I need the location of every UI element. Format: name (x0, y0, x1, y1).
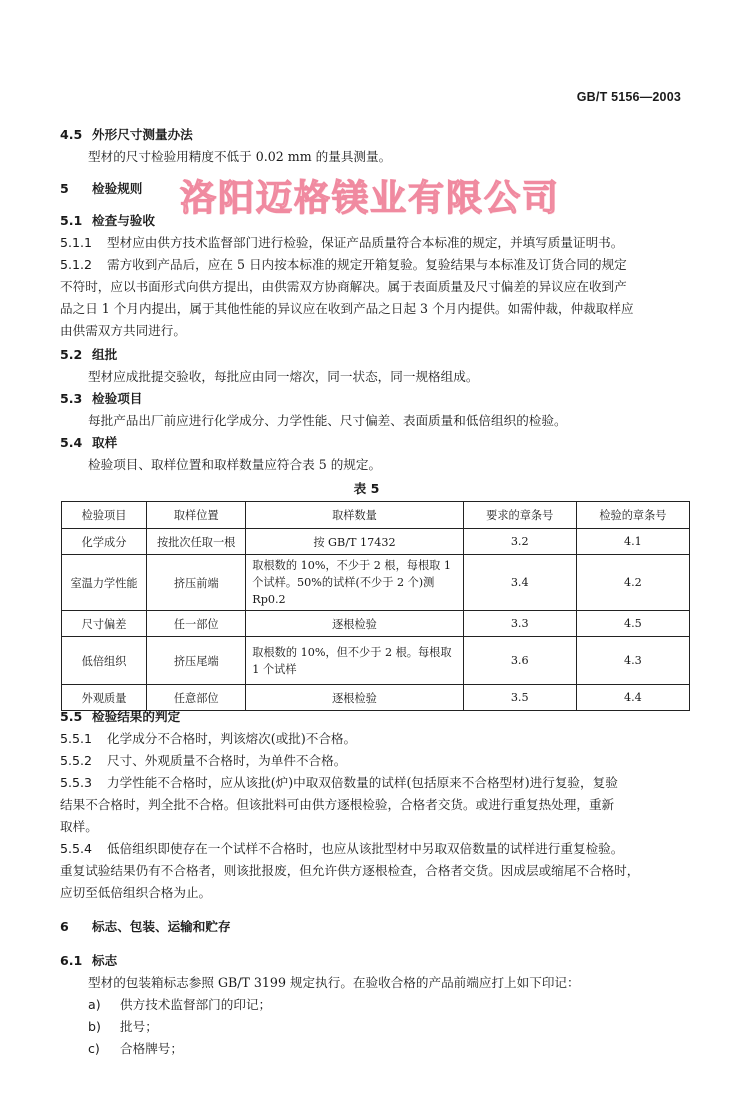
section-number: 5.1 (60, 213, 83, 228)
section-5-1 (60, 210, 690, 342)
table-cell: 3.3 (463, 611, 576, 637)
section-number: 5.5.1 (60, 731, 93, 746)
table-cell: 任意部位 (147, 685, 246, 711)
table-cell: 4.2 (576, 555, 689, 611)
section-5 (60, 178, 690, 200)
table-row (62, 555, 690, 611)
paragraph-line: 取样。 (60, 819, 98, 834)
table-cell: 逐根检验 (246, 611, 463, 637)
section-title: 检查与验收 (92, 213, 155, 228)
table-cell: 3.5 (463, 685, 576, 711)
section-number: 4.5 (60, 127, 83, 142)
paragraph-line: 力学性能不合格时，应从该批(炉)中取双倍数量的试样(包括原来不合格型材)进行复验，复验 (107, 775, 618, 790)
table-cell: 取根数的 10%，但不少于 2 根。每根取 1 个试样 (246, 637, 463, 685)
section-4-5 (60, 124, 690, 168)
list-marker: c) (88, 1041, 100, 1056)
table-header-row (62, 502, 690, 529)
list-item (60, 994, 690, 1016)
table-caption: 表 5 (353, 481, 380, 496)
table-cell: 3.4 (463, 555, 576, 611)
section-title: 取样 (92, 435, 118, 450)
section-number: 5.4 (60, 435, 83, 450)
table-cell: 按 GB/T 17432 (246, 529, 463, 555)
paragraph-line: 需方收到产品后，应在 5 日内按本标准的规定开箱复验。复验结果与本标准及订货合同的规定 (107, 257, 627, 272)
table-cell: 4.1 (576, 529, 689, 555)
paragraph-line: 由供需双方共同进行。 (60, 323, 186, 338)
table-row (62, 611, 690, 637)
section-title: 标志 (92, 953, 118, 968)
table-cell: 挤压尾端 (147, 637, 246, 685)
inspection-table (61, 501, 690, 711)
section-5-4 (60, 432, 690, 476)
list-marker: b) (88, 1019, 101, 1034)
section-5-3 (60, 388, 690, 432)
section-body: 尺寸、外观质量不合格时，为单件不合格。 (107, 753, 347, 768)
section-number: 5.1.2 (60, 257, 93, 272)
standard-code-header: GB/T 5156—2003 (576, 90, 681, 104)
table-cell: 3.6 (463, 637, 576, 685)
section-title: 外形尺寸测量办法 (92, 127, 193, 142)
table-cell: 挤压前端 (147, 555, 246, 611)
list-item (60, 1038, 690, 1060)
paragraph-line: 应切至低倍组织合格为止。 (60, 885, 212, 900)
section-number: 6 (60, 919, 69, 934)
paragraph-line: 重复试验结果仍有不合格者，则该批报废，但允许供方逐根检查，合格者交货。因成层或缩尾不合格时， (60, 863, 640, 878)
list-text: 供方技术监督部门的印记； (120, 997, 272, 1012)
table-cell: 室温力学性能 (62, 555, 147, 611)
table-cell: 取根数的 10%，不少于 2 根，每根取 1 个试样。50%的试样(不少于 2 个)测 Rp0.2 (246, 555, 463, 611)
paragraph-line: 品之日 1 个月内提出，属于其他性能的异议应在收到产品之日起 3 个月内提供。如需仲裁，仲裁取样应 (60, 301, 634, 316)
list-item (60, 1016, 690, 1038)
table-cell: 化学成分 (62, 529, 147, 555)
section-number: 5.5 (60, 709, 83, 724)
section-body: 型材应由供方技术监督部门进行检验，保证产品质量符合本标准的规定，并填写质量证明书。 (107, 235, 624, 250)
section-5-2 (60, 344, 690, 388)
paragraph-line: 结果不合格时，判全批不合格。但该批料可由供方逐根检验，合格者交货。或进行重复热处理，重新 (60, 797, 615, 812)
section-number: 5.5.4 (60, 841, 93, 856)
column-header: 取样位置 (147, 502, 246, 529)
section-6 (60, 916, 690, 938)
table-cell: 任一部位 (147, 611, 246, 637)
section-title: 组批 (92, 347, 118, 362)
table-row (62, 529, 690, 555)
column-header: 取样数量 (246, 502, 463, 529)
list-text: 批号； (120, 1019, 158, 1034)
list-text: 合格牌号； (120, 1041, 183, 1056)
table-cell: 4.4 (576, 685, 689, 711)
column-header: 检验的章条号 (576, 502, 689, 529)
table-cell: 按批次任取一根 (147, 529, 246, 555)
section-title: 检验结果的判定 (92, 709, 181, 724)
section-title: 检验项目 (92, 391, 143, 406)
section-body: 型材的包装箱标志参照 GB/T 3199 规定执行。在验收合格的产品前端应打上如下印记： (88, 975, 580, 990)
paragraph-line: 低倍组织即使存在一个试样不合格时，也应从该批型材中另取双倍数量的试样进行重复检验。 (107, 841, 624, 856)
section-title: 检验规则 (92, 181, 143, 196)
section-number: 6.1 (60, 953, 83, 968)
table-row (62, 637, 690, 685)
table-cell: 4.5 (576, 611, 689, 637)
section-5-5 (60, 706, 690, 904)
section-body: 化学成分不合格时，判该熔次(或批)不合格。 (107, 731, 357, 746)
section-number: 5.2 (60, 347, 83, 362)
column-header: 要求的章条号 (463, 502, 576, 529)
paragraph-line: 不符时，应以书面形式向供方提出，由供需双方协商解决。属于表面质量及尺寸偏差的异议应在收到产 (60, 279, 627, 294)
table-cell: 尺寸偏差 (62, 611, 147, 637)
column-header: 检验项目 (62, 502, 147, 529)
table-cell: 3.2 (463, 529, 576, 555)
section-number: 5.5.3 (60, 775, 93, 790)
section-number: 5.5.2 (60, 753, 93, 768)
section-body: 检验项目、取样位置和取样数量应符合表 5 的规定。 (88, 457, 382, 472)
section-number: 5 (60, 181, 69, 196)
table-cell: 4.3 (576, 637, 689, 685)
section-body: 型材的尺寸检验用精度不低于 0.02 mm 的量具测量。 (88, 149, 392, 164)
table-cell: 外观质量 (62, 685, 147, 711)
section-number: 5.3 (60, 391, 83, 406)
section-6-1 (60, 950, 690, 1060)
company-watermark: 洛阳迈格镁业有限公司 (180, 178, 561, 219)
section-body: 型材应成批提交验收，每批应由同一熔次，同一状态，同一规格组成。 (88, 369, 479, 384)
table-cell: 逐根检验 (246, 685, 463, 711)
list-marker: a) (88, 997, 101, 1012)
section-body: 每批产品出厂前应进行化学成分、力学性能、尺寸偏差、表面质量和低倍组织的检验。 (88, 413, 567, 428)
section-title: 标志、包装、运输和贮存 (92, 919, 231, 934)
table-cell: 低倍组织 (62, 637, 147, 685)
section-number: 5.1.1 (60, 235, 93, 250)
